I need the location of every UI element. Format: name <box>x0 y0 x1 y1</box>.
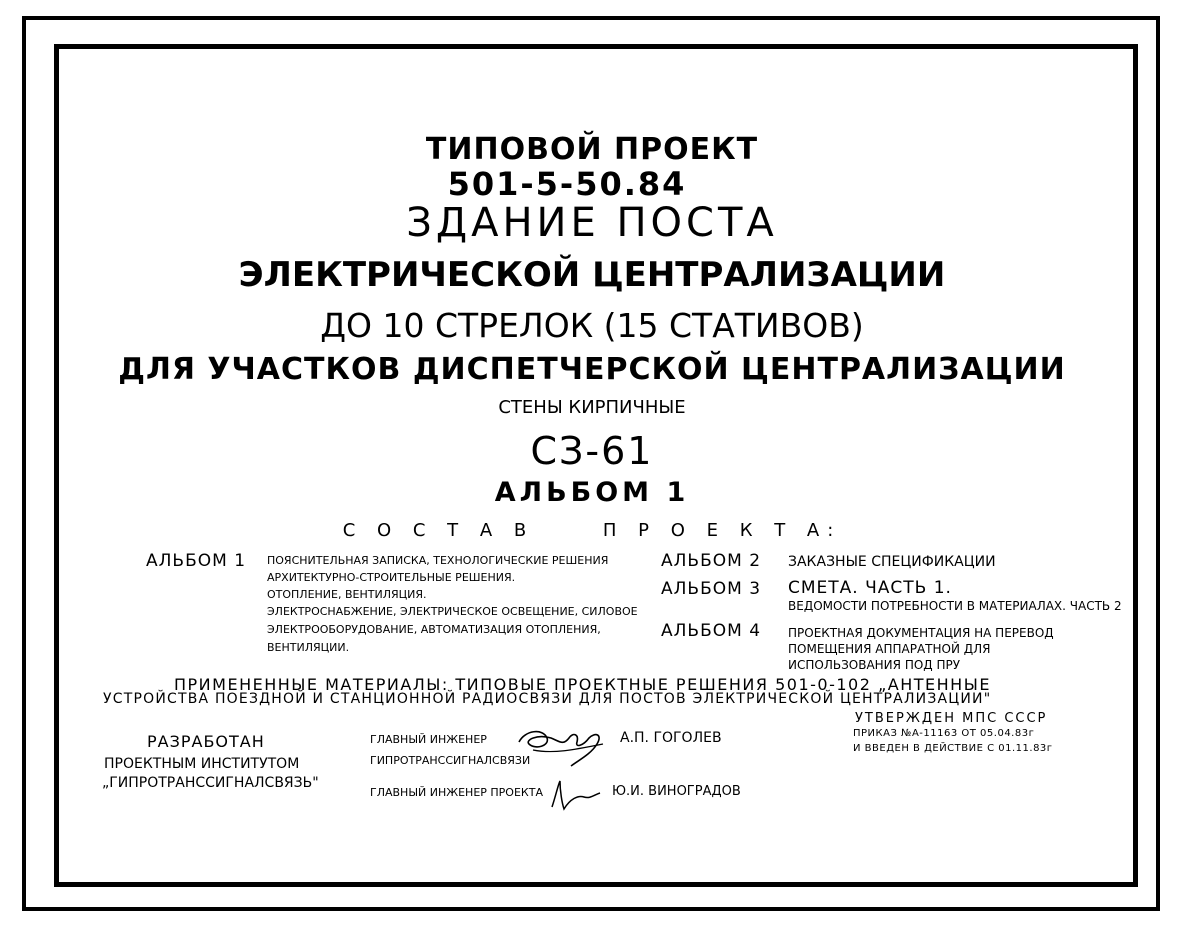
materials-line-1: ПРИМЕНЕННЫЕ МАТЕРИАЛЫ: ТИПОВЫЕ ПРОЕКТНЫЕ РЕШЕНИЯ 501-0-102 „АНТЕННЫЕ <box>174 675 991 694</box>
developer-line-1: РАЗРАБОТАН <box>147 732 265 751</box>
chief-engineer-role: ГЛАВНЫЙ ИНЖЕНЕР <box>370 733 487 746</box>
project-engineer-role: ГЛАВНЫЙ ИНЖЕНЕР ПРОЕКТА <box>370 786 543 799</box>
chief-engineer-signature <box>513 720 618 770</box>
album-3-line: ВЕДОМОСТИ ПОТРЕБНОСТИ В МАТЕРИАЛАХ. ЧАСТЬ 2 <box>788 599 1122 613</box>
composition-heading: С О С Т А В П Р О Е К Т А: <box>342 520 842 541</box>
title-typical-project: ТИПОВОЙ ПРОЕКТ <box>425 132 759 167</box>
project-engineer-name: Ю.И. ВИНОГРАДОВ <box>612 784 741 799</box>
album-1-label: АЛЬБОМ 1 <box>146 551 247 571</box>
title-walls: СТЕНЫ КИРПИЧНЫЕ <box>498 397 686 418</box>
album-4-line: ПРОЕКТНАЯ ДОКУМЕНТАЦИЯ НА ПЕРЕВОД <box>788 626 1054 640</box>
album-1-line: ЭЛЕКТРОСНАБЖЕНИЕ, ЭЛЕКТРИЧЕСКОЕ ОСВЕЩЕНИЕ, СИЛОВОЕ <box>267 605 638 618</box>
approval-line-2: ПРИКАЗ №А-11163 ОТ 05.04.83г <box>853 728 1035 739</box>
title-switches: ДО 10 СТРЕЛОК (15 СТАТИВОВ) <box>320 306 864 345</box>
album-1-line: ВЕНТИЛЯЦИИ. <box>267 641 350 654</box>
album-1-line: АРХИТЕКТУРНО-СТРОИТЕЛЬНЫЕ РЕШЕНИЯ. <box>267 571 516 584</box>
album-4-label: АЛЬБОМ 4 <box>661 621 762 641</box>
materials-line-2: УСТРОЙСТВА ПОЕЗДНОЙ И СТАНЦИОННОЙ РАДИОСВЯЗИ ДЛЯ ПОСТОВ ЭЛЕКТРИЧЕСКОЙ ЦЕНТРАЛИЗАЦИИ" <box>103 691 992 707</box>
album-4-line: ПОМЕЩЕНИЯ АППАРАТНОЙ ДЛЯ <box>788 642 991 656</box>
album-1-line: ОТОПЛЕНИЕ, ВЕНТИЛЯЦИЯ. <box>267 588 427 601</box>
chief-engineer-org: ГИПРОТРАНССИГНАЛСВЯЗИ <box>370 754 531 767</box>
approval-line-3: И ВВЕДЕН В ДЕЙСТВИЕ С 01.11.83г <box>853 743 1053 754</box>
title-building: ЗДАНИЕ ПОСТА <box>406 200 778 246</box>
album-3-line: СМЕТА. ЧАСТЬ 1. <box>788 578 952 598</box>
approval-line-1: УТВЕРЖДЕН МПС СССР <box>855 711 1048 726</box>
album-1-line: ЭЛЕКТРООБОРУДОВАНИЕ, АВТОМАТИЗАЦИЯ ОТОПЛЕНИЯ, <box>267 623 601 636</box>
developer-line-2: ПРОЕКТНЫМ ИНСТИТУТОМ <box>104 756 300 772</box>
album-2-line: ЗАКАЗНЫЕ СПЕЦИФИКАЦИИ <box>788 554 996 570</box>
title-dispatch-sections: ДЛЯ УЧАСТКОВ ДИСПЕТЧЕРСКОЙ ЦЕНТРАЛИЗАЦИИ <box>118 352 1066 387</box>
title-code: СЗ-61 <box>530 429 654 473</box>
project-engineer-signature <box>548 775 604 815</box>
album-3-label: АЛЬБОМ 3 <box>661 579 762 599</box>
developer-line-3: „ГИПРОТРАНССИГНАЛСВЯЗЬ" <box>102 775 319 791</box>
album-4-line: ИСПОЛЬЗОВАНИЯ ПОД ПРУ <box>788 658 961 672</box>
title-album: АЛЬБОМ 1 <box>494 477 690 508</box>
title-electric-interlocking: ЭЛЕКТРИЧЕСКОЙ ЦЕНТРАЛИЗАЦИИ <box>238 255 946 295</box>
chief-engineer-name: А.П. ГОГОЛЕВ <box>620 730 722 746</box>
album-2-label: АЛЬБОМ 2 <box>661 551 762 571</box>
title-project-number: 501-5-50.84 <box>447 165 687 203</box>
album-1-line: ПОЯСНИТЕЛЬНАЯ ЗАПИСКА, ТЕХНОЛОГИЧЕСКИЕ РЕШЕНИЯ <box>267 554 609 567</box>
